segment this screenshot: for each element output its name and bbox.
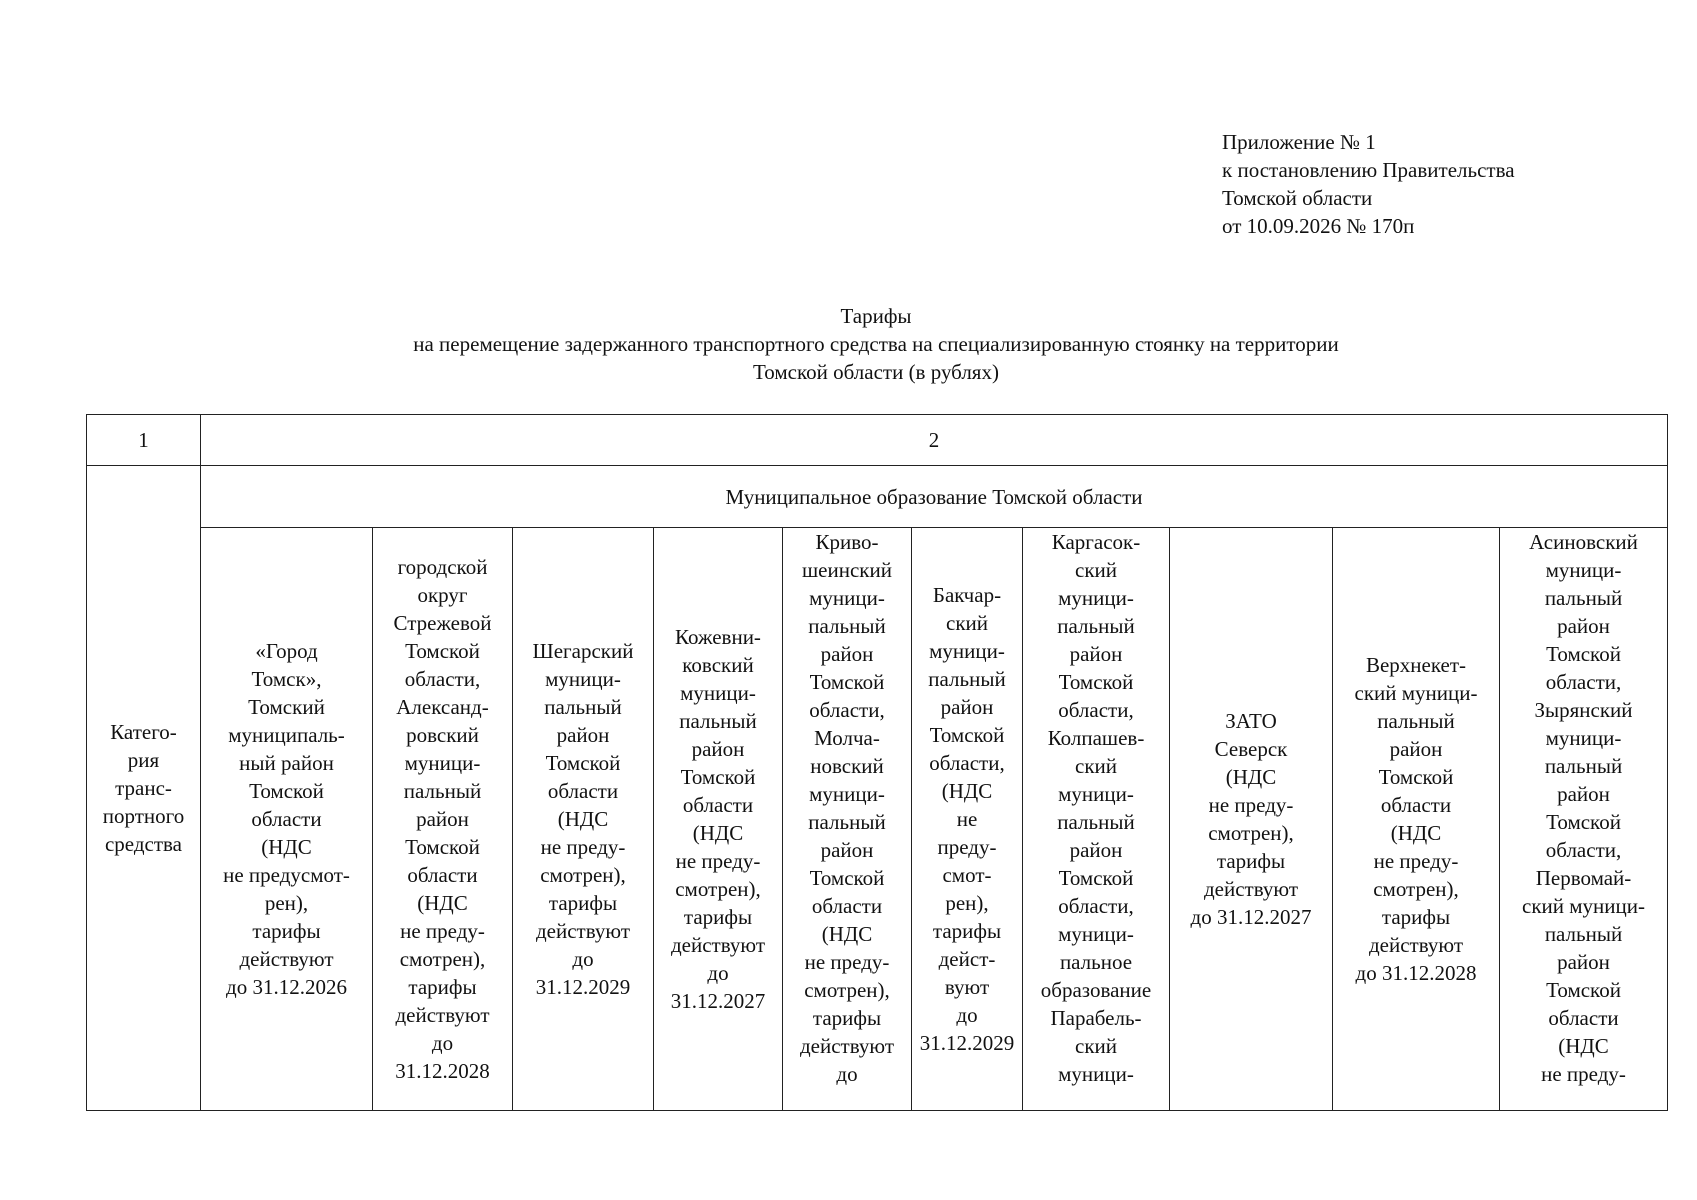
appendix-line: Приложение № 1 (1222, 130, 1376, 154)
appendix-block (1222, 128, 1515, 240)
municipality-header-cell: «Город Томск», Томский муниципаль- ный район Томской области (НДС не предусмот- рен), тарифы действуют до 31.12.2026 (201, 528, 373, 1111)
appendix-line: Томской области (1222, 186, 1373, 210)
column-number-cell: 2 (201, 415, 1668, 466)
title-line: Тарифы (840, 304, 912, 328)
municipality-group-header: Муниципальное образование Томской области (201, 466, 1668, 528)
tariffs-table (86, 414, 1668, 1111)
municipality-header-cell: Шегарский муници- пальный район Томской области (НДС не преду- смотрен), тарифы действуют до 31.12.2029 (513, 528, 654, 1111)
title-line: на перемещение задержанного транспортного средства на специализированную стоянку на территории (413, 332, 1339, 356)
municipality-header-cell: Криво- шеинский муници- пальный район Томской области, Молча- новский муници- пальный район Томской области (НДС не преду- смотрен), тарифы действуют до (783, 528, 912, 1111)
municipality-header-cell: Каргасок- ский муници- пальный район Томской области, Колпашев- ский муници- пальный район Томской области, муници- пальное образование Парабель- ский муници- (1023, 528, 1170, 1111)
municipality-header-cell: Верхнекет- ский муници- пальный район Томской области (НДС не преду- смотрен), тарифы действуют до 31.12.2028 (1333, 528, 1500, 1111)
column-number-cell: 1 (87, 415, 201, 466)
group-header-row (87, 466, 1668, 528)
municipality-header-cell: Бакчар- ский муници- пальный район Томской области, (НДС не преду- смот- рен), тарифы дейст- вуют до 31.12.2029 (912, 528, 1023, 1111)
title-line: Томской области (в рублях) (753, 360, 999, 384)
category-header-cell: Катего- рия транс- портного средства (87, 466, 201, 1111)
municipality-header-row (87, 528, 1668, 1111)
appendix-line: к постановлению Правительства (1222, 158, 1515, 182)
column-number-row (87, 415, 1668, 466)
appendix-line: от 10.09.2026 № 170п (1222, 214, 1415, 238)
municipality-header-cell: городской округ Стрежевой Томской области, Александ- ровский муници- пальный район Томской области (НДС не преду- смотрен), тарифы действуют до 31.12.2028 (373, 528, 513, 1111)
document-title (86, 302, 1666, 386)
municipality-header-cell: ЗАТО Северск (НДС не преду- смотрен), тарифы действуют до 31.12.2027 (1170, 528, 1333, 1111)
municipality-header-cell: Кожевни- ковский муници- пальный район Томской области (НДС не преду- смотрен), тарифы действуют до 31.12.2027 (654, 528, 783, 1111)
municipality-header-cell: Асиновский муници- пальный район Томской области, Зырянский муници- пальный район Томской области, Первомай- ский муници- пальный район Томской области (НДС не преду- (1500, 528, 1668, 1111)
